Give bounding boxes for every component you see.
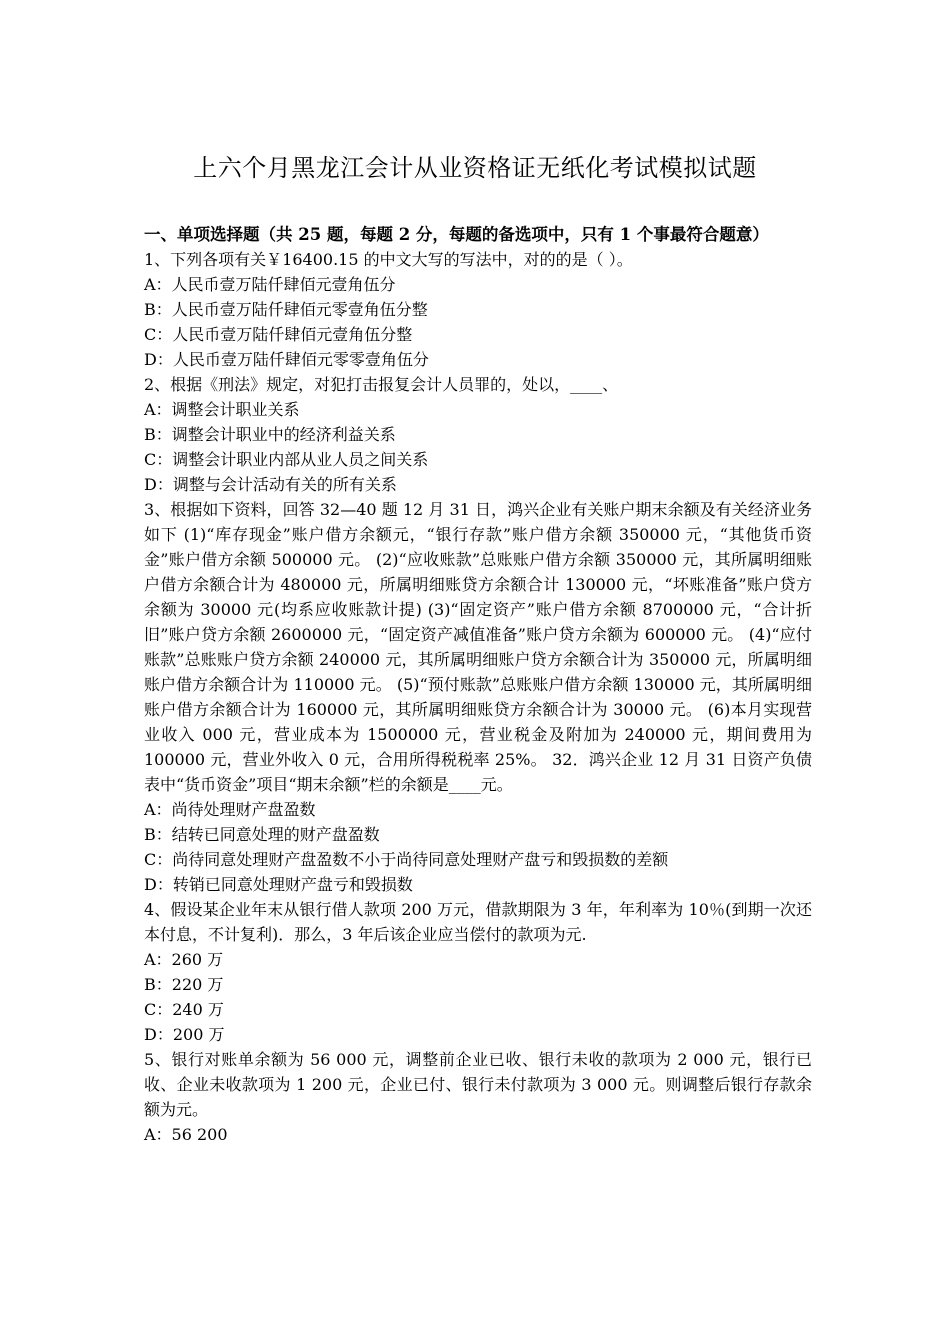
option-a: A：56 200 (144, 1125, 228, 1144)
option-b: B：调整会计职业中的经济利益关系 (144, 425, 396, 444)
section-heading: 一、单项选择题（共 25 题，每题 2 分，每题的备选项中，只有 1 个事最符合题意） (144, 225, 769, 244)
question-3 (144, 497, 812, 897)
option-c: C：人民币壹万陆仟肆佰元壹角伍分整 (144, 325, 413, 344)
option-a: A：260 万 (144, 950, 224, 969)
question-stem: 5、银行对账单余额为 56 000 元，调整前企业已收、银行未收的款项为 2 000 元，银行已收、企业未收款项为 1 200 元，企业已付、银行未付款项为 3 000 元。则调整后银行存款余额为元。 (144, 1050, 812, 1119)
question-1 (144, 247, 812, 372)
option-c: C：调整会计职业内部从业人员之间关系 (144, 450, 429, 469)
question-stem: 3、根据如下资料，回答 32—40 题 12 月 31 日，鸿兴企业有关账户期末余额及有关经济业务如下 (1)“库存现金”账户借方余额元，“银行存款”账户借方余额 350000 元，“其他货币资金”账户借方余额 500000 元。 (2)“应收账款”总账账户借方余额 350000 元，其所属明细账户借方余额合计为 480000 元，所属明细账贷方余额合计 130000 元，“坏账准备”账户贷方余额为 30000 元(均系应收账款计提) (3)“固定资产”账户借方余额 8700000 元，“合计折旧”账户贷方余额 2600000 元，“固定资产减值准备”账户贷方余额为 600000 元。 (4)“应付账款”总账账户贷方余额 240000 元，其所属明细账户贷方余额合计为 350000 元，所属明细账户借方余额合计为 110000 元。 (5)“预付账款”总账账户借方余额 130000 元，其所属明细账户借方余额合计为 160000 元，其所属明细账贷方余额合计为 30000 元。 (6)本月实现营业收入 000 元，营业成本为 1500000 元，营业税金及附加为 240000 元，期间费用为 100000 元，营业外收入 0 元，合用所得税税率 25%。 32．鸿兴企业 12 月 31 日资产负债表中“货币资金”项目“期末余额”栏的余额是____元。 (144, 500, 812, 794)
option-d: D：200 万 (144, 1025, 225, 1044)
option-d: D：调整与会计活动有关的所有关系 (144, 475, 397, 494)
option-a: A：人民币壹万陆仟肆佰元壹角伍分 (144, 275, 396, 294)
option-b: B：220 万 (144, 975, 224, 994)
option-d: D：人民币壹万陆仟肆佰元零零壹角伍分 (144, 350, 429, 369)
question-stem: 4、假设某企业年末从银行借人款项 200 万元，借款期限为 3 年，年利率为 10％(到期一次还本付息，不计复利)．那么，3 年后该企业应当偿付的款项为元. (144, 900, 812, 944)
option-c: C：尚待同意处理财产盘盈数不小于尚待同意处理财产盘亏和毁损数的差额 (144, 850, 669, 869)
question-5 (144, 1047, 812, 1147)
question-4 (144, 897, 812, 1047)
document-body (144, 222, 812, 1147)
option-a: A：尚待处理财产盘盈数 (144, 800, 316, 819)
option-b: B：人民币壹万陆仟肆佰元零壹角伍分整 (144, 300, 428, 319)
option-c: C：240 万 (144, 1000, 224, 1019)
question-2 (144, 372, 812, 497)
page-title: 上六个月黑龙江会计从业资格证无纸化考试模拟试题 (193, 154, 757, 182)
question-stem: 2、根据《刑法》规定，对犯打击报复会计人员罪的，处以，____、 (144, 375, 619, 394)
question-stem: 1、下列各项有关￥16400.15 的中文大写的写法中，对的的是（ ）。 (144, 250, 633, 269)
option-a: A：调整会计职业关系 (144, 400, 300, 419)
option-d: D：转销已同意处理财产盘亏和毁损数 (144, 875, 413, 894)
option-b: B：结转已同意处理的财产盘盈数 (144, 825, 380, 844)
